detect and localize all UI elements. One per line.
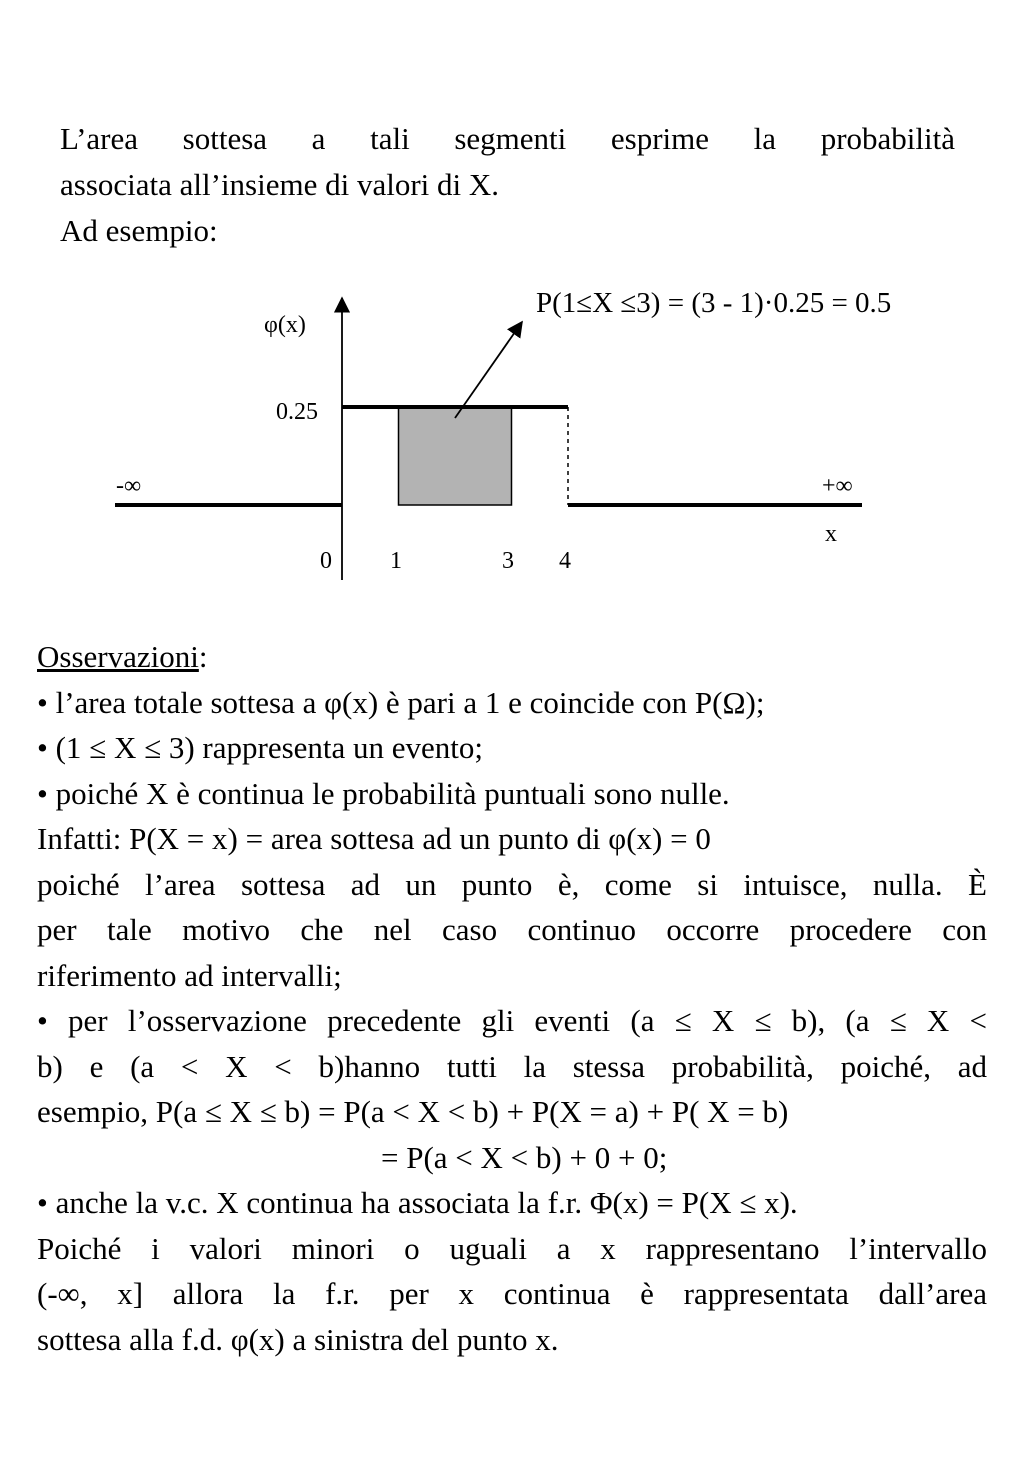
note-line-15: sottesa alla f.d. φ(x) a sinistra del punto x. [37, 1321, 559, 1357]
note-line-2: • (1 ≤ X ≤ 3) rappresenta un evento; [37, 730, 484, 765]
note-line-11: = P(a < X < b) + 0 + 0; [381, 1139, 668, 1175]
plus-infinity-label: +∞ [822, 473, 853, 499]
observations-section [37, 634, 987, 1362]
note-line-12: • anche la v.c. X continua ha associata la f.r. Φ(x) = P(X ≤ x). [37, 1185, 798, 1220]
observations-heading-colon: : [198, 639, 208, 674]
intro-line-1: L’area sottesa a tali segmenti esprime la probabilità [60, 121, 955, 156]
minus-infinity-label: -∞ [116, 473, 142, 499]
uniform-density-figure [0, 280, 1024, 580]
note-line-6: per tale motivo che nel caso continuo occorre procedere con [37, 912, 987, 947]
x-tick-0: 0 [320, 548, 332, 574]
note-line-1: • l’area totale sottesa a φ(x) è pari a 1 e coincide con P(Ω); [37, 684, 765, 720]
shaded-probability-area [399, 407, 512, 505]
y-axis-label: φ(x) [264, 312, 306, 338]
annotation-arrow [455, 322, 522, 418]
note-line-7: riferimento ad intervalli; [37, 957, 342, 993]
observations-heading [37, 634, 987, 680]
intro-paragraph [60, 116, 955, 254]
note-line-10: esempio, P(a ≤ X ≤ b) = P(a < X < b) + P(X = a) + P( X = b) [37, 1094, 789, 1129]
formula-annotation: P(1≤X ≤3) = (3 - 1)·0.25 = 0.5 [536, 287, 892, 319]
observations-heading-text: Osservazioni [37, 639, 199, 674]
x-tick-4: 4 [559, 548, 571, 574]
x-tick-1: 1 [390, 548, 402, 574]
note-line-3: • poiché X è continua le probabilità puntuali sono nulle. [37, 775, 730, 811]
x-axis-label: x [825, 521, 837, 547]
note-line-8: • per l’osservazione precedente gli eventi (a ≤ X ≤ b), (a ≤ X < [37, 1003, 987, 1038]
y-tick-label: 0.25 [276, 399, 318, 425]
note-line-9: b) e (a < X < b)hanno tutti la stessa probabilità, poiché, ad [37, 1048, 987, 1084]
note-line-13: Poiché i valori minori o uguali a x rappresentano l’intervallo [37, 1230, 987, 1266]
intro-line-2: associata all’insieme di valori di X. [60, 167, 500, 202]
intro-line-3: Ad esempio: [60, 213, 218, 248]
note-line-4: Infatti: P(X = x) = area sottesa ad un punto di φ(x) = 0 [37, 821, 711, 856]
note-line-5: poiché l’area sottesa ad un punto è, come si intuisce, nulla. È [37, 866, 987, 902]
x-tick-3: 3 [502, 548, 514, 574]
note-line-14: (-∞, x] allora la f.r. per x continua è rappresentata dall’area [37, 1276, 987, 1311]
